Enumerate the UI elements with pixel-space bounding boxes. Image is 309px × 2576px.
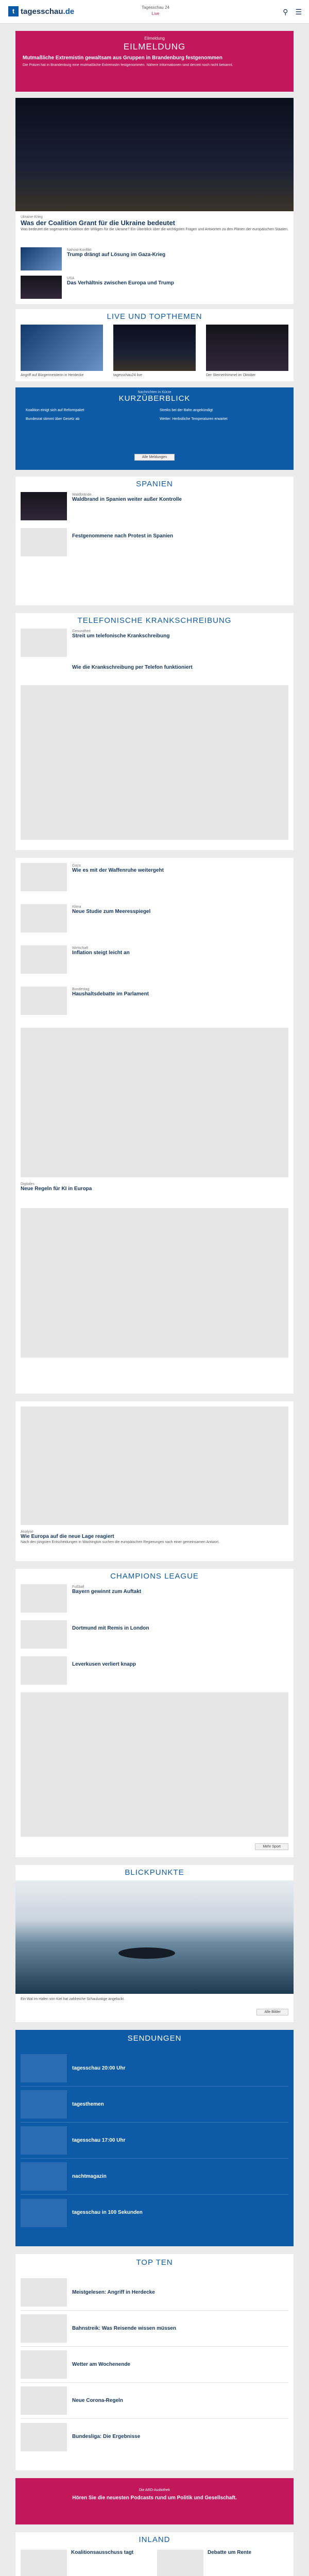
stories-section [15, 858, 294, 1394]
sendung-item[interactable] [21, 2123, 288, 2159]
tele-item-2[interactable]: Wie die Krankschreibung per Telefon funktioniert [72, 665, 193, 670]
topten-section [15, 2254, 294, 2470]
kurz-kicker: Nachrichten in Kürze [138, 391, 171, 394]
sendungen-section [15, 2030, 294, 2246]
story-kicker: Bundestag [72, 988, 90, 991]
topten-label: Bahnstreik: Was Reisende wissen müssen [72, 2325, 176, 2331]
top-item-kicker: Nahost-Konflikt [67, 248, 92, 252]
live-link[interactable] [135, 5, 176, 17]
lead-headline[interactable]: Was der Coalition Grant für die Ukraine bedeutet [21, 219, 176, 227]
inland-thumbnail [21, 2550, 67, 2576]
topten-thumbnail [21, 2386, 67, 2415]
analyse-text: Nach den jüngsten Entscheidungen in Washington suchen die europäischen Regierungen nach einer gemeinsamen Antwort. [21, 1540, 220, 1544]
breaking-news-box[interactable] [15, 31, 294, 92]
lead-section [15, 98, 294, 304]
topten-title: TOP TEN [136, 2258, 173, 2267]
kurz-item[interactable]: Streiks bei der Bahn angekündigt [160, 409, 213, 412]
story-image[interactable] [21, 987, 67, 1015]
champions-image[interactable] [21, 1620, 67, 1649]
top-item-headline[interactable]: Trump drängt auf Lösung im Gaza-Krieg [67, 252, 166, 258]
breaking-title: EILMELDUNG [123, 42, 186, 52]
site-logo[interactable] [8, 6, 74, 16]
tele-image[interactable] [21, 629, 67, 657]
spanien-section [15, 477, 294, 605]
inland-item[interactable] [157, 2550, 288, 2576]
kurz-item[interactable]: Wetter: Herbstliche Temperaturen erwartet [160, 417, 228, 421]
champions-item[interactable]: Leverkusen verliert knapp [72, 1662, 136, 1667]
all-images-button[interactable]: Alle Bilder [256, 2009, 288, 2015]
story-headline[interactable]: Wie es mit der Waffenruhe weitergeht [72, 868, 164, 873]
kurz-item[interactable]: Bundesrat stimmt über Gesetz ab [26, 417, 80, 421]
kurz-all-button[interactable]: Alle Meldungen [134, 454, 175, 461]
champions-kicker: Fußball [72, 1585, 84, 1589]
site-header [0, 0, 309, 24]
sendung-item[interactable] [21, 2195, 288, 2231]
live-label[interactable]: Angriff auf Bürgermeisterin in Herdecke [21, 374, 84, 377]
analyse-kicker: Analyse [21, 1530, 33, 1534]
topten-label: Wetter am Wochenende [72, 2361, 130, 2367]
topten-item[interactable] [21, 2347, 288, 2383]
sendung-label: tagesschau in 100 Sekunden [72, 2210, 143, 2215]
story-headline[interactable]: Haushaltsdebatte im Parlament [72, 991, 149, 997]
topten-item[interactable] [21, 2275, 288, 2311]
sendung-thumbnail [21, 2199, 67, 2227]
sendung-label: tagesschau 20:00 Uhr [72, 2065, 126, 2071]
blickpunkte-title: BLICKPUNKTE [125, 1868, 184, 1877]
spanien-kicker: Waldbrände [72, 493, 92, 497]
story-kicker: Wirtschaft [72, 946, 89, 950]
live-title: LIVE UND TOPTHEMEN [107, 312, 202, 321]
live-image[interactable] [113, 325, 196, 371]
champions-item[interactable]: Dortmund mit Remis in London [72, 1625, 149, 1631]
topten-item[interactable] [21, 2311, 288, 2347]
menu-icon[interactable]: ☰ [295, 8, 302, 16]
topten-thumbnail [21, 2278, 67, 2307]
champions-large-image[interactable] [21, 1692, 288, 1837]
tele-headline[interactable]: Streit um telefonische Krankschreibung [72, 633, 170, 639]
tele-section [15, 613, 294, 850]
blickpunkte-image[interactable] [15, 1880, 294, 1994]
sendung-thumbnail [21, 2090, 67, 2119]
lead-text: Was bedeutet die sogenannte Koalition der Willigen für die Ukraine? Ein Überblick über die wichtigsten Fragen und Antworten zu den Plänen der europäischen Staaten. [21, 228, 289, 231]
spanien-title: SPANIEN [136, 480, 173, 488]
topten-thumbnail [21, 2423, 67, 2451]
topten-item[interactable] [21, 2383, 288, 2419]
banner-text: Hören Sie die neuesten Podcasts rund um Politik und Gesellschaft. [72, 2495, 237, 2501]
story-image[interactable] [21, 904, 67, 933]
logo-text: tagesschau.de [21, 7, 75, 16]
champions-headline[interactable]: Bayern gewinnt zum Auftakt [72, 1589, 142, 1595]
analyse-image[interactable] [21, 1406, 288, 1525]
tele-kicker: Gesundheit [72, 630, 91, 633]
story-headline[interactable]: Neue Regeln für KI in Europa [21, 1186, 92, 1192]
lead-kicker: Ukraine-Krieg [21, 215, 43, 219]
tele-large-image[interactable] [21, 685, 288, 840]
topten-thumbnail [21, 2350, 67, 2379]
logo-mark: t [8, 6, 19, 16]
spanien-image-2[interactable] [21, 528, 67, 556]
inland-title: INLAND [139, 2535, 170, 2544]
tele-title: TELEFONISCHE KRANKSCHREIBUNG [77, 616, 232, 625]
topten-item[interactable] [21, 2419, 288, 2455]
spanien-headline[interactable]: Waldbrand in Spanien weiter außer Kontrolle [72, 497, 182, 502]
kurz-title: KURZÜBERBLICK [118, 394, 191, 403]
live-image[interactable] [206, 325, 288, 371]
champions-image[interactable] [21, 1584, 67, 1613]
inland-section [15, 2532, 294, 2576]
sendung-thumbnail [21, 2126, 67, 2155]
topten-thumbnail [21, 2314, 67, 2343]
story-kicker: Klima [72, 905, 81, 909]
story-image[interactable] [21, 945, 67, 974]
inland-label: Debatte um Rente [208, 2550, 252, 2555]
topten-label: Neue Corona-Regeln [72, 2397, 123, 2403]
live-label[interactable]: tagesschau24 live [113, 374, 143, 377]
story-image[interactable] [21, 863, 67, 891]
audiothek-banner[interactable] [15, 2478, 294, 2524]
inland-label: Koalitionsausschuss tagt [71, 2550, 134, 2555]
inland-thumbnail [157, 2550, 203, 2576]
story-headline[interactable]: Inflation steigt leicht an [72, 950, 130, 956]
live-label[interactable]: Der Sternenhimmel im Oktober [206, 374, 256, 377]
header-icons [283, 8, 302, 16]
analyse-section [15, 1401, 294, 1561]
breaking-headline: Mutmaßliche Extremistin gewaltsam aus Gruppen in Brandenburg festgenommen [23, 55, 222, 61]
kurzueberblick-section [15, 387, 294, 470]
story-large-image[interactable] [21, 1028, 288, 1177]
whale-shape [118, 1947, 175, 1959]
banner-kicker: Die ARD-Audiothek [139, 2488, 170, 2492]
live-link-label: Tagesschau 24 [142, 5, 169, 10]
story-headline[interactable]: Neue Studie zum Meeresspiegel [72, 909, 151, 914]
lead-image[interactable] [15, 98, 294, 211]
champions-section [15, 1569, 294, 1857]
live-image[interactable] [21, 325, 103, 371]
live-section [15, 309, 294, 381]
topten-label: Meistgelesen: Angriff in Herdecke [72, 2289, 155, 2295]
kurz-item[interactable]: Koalition einigt sich auf Reformpaket [26, 409, 84, 412]
breaking-text: Die Polizei hat in Brandenburg eine mutmaßliche Extremistin festgenommen. Nähere Informationen sind derzeit noch nicht bekannt. [23, 63, 233, 67]
top-item-headline[interactable]: Das Verhältnis zwischen Europa und Trump [67, 280, 174, 286]
blickpunkte-section [15, 1865, 294, 2022]
sendung-item[interactable] [21, 2050, 288, 2087]
champions-title: CHAMPIONS LEAGUE [110, 1572, 199, 1581]
sendung-item[interactable] [21, 2159, 288, 2195]
sendung-label: tagesthemen [72, 2101, 104, 2107]
champions-image[interactable] [21, 1656, 67, 1685]
blickpunkte-caption: Ein Wal im Hafen von Kiel hat zahlreiche Schaulustige angelockt. [21, 1997, 125, 2001]
top-item-image[interactable] [21, 247, 62, 270]
story-kicker: Gaza [72, 864, 81, 868]
sendung-item[interactable] [21, 2087, 288, 2123]
sendungen-title: SENDUNGEN [127, 2034, 182, 2043]
top-item-image[interactable] [21, 276, 62, 299]
sendung-thumbnail [21, 2162, 67, 2191]
live-link-sub: Live [151, 11, 160, 16]
sendung-thumbnail [21, 2054, 67, 2082]
inland-item[interactable] [21, 2550, 152, 2576]
topten-label: Bundesliga: Die Ergebnisse [72, 2434, 141, 2439]
sendung-label: nachtmagazin [72, 2173, 107, 2179]
search-icon[interactable]: ⚲ [283, 8, 288, 16]
top-item-kicker: USA [67, 277, 75, 280]
story-kicker: Digitales [21, 1182, 35, 1186]
spanien-item-2[interactable]: Festgenommene nach Protest in Spanien [72, 533, 174, 539]
story-large-image[interactable] [21, 1208, 288, 1358]
analyse-headline[interactable]: Wie Europa auf die neue Lage reagiert [21, 1534, 114, 1539]
sendung-label: tagesschau 17:00 Uhr [72, 2137, 126, 2143]
spanien-image[interactable] [21, 492, 67, 520]
breaking-kicker: Eilmeldung [144, 36, 165, 41]
more-sport-button[interactable]: Mehr Sport [255, 1843, 288, 1850]
